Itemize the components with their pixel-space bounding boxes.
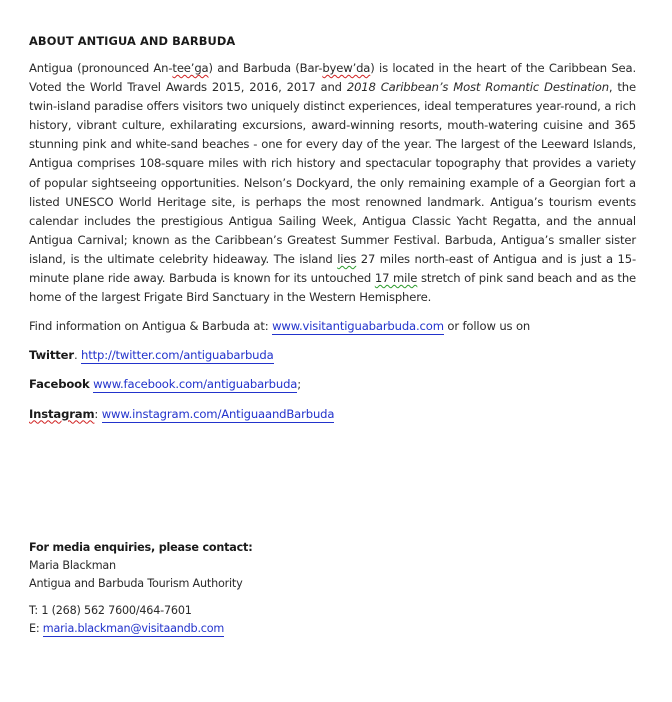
contact-organization: Antigua and Barbuda Tourism Authority	[29, 577, 243, 590]
find-info-line	[29, 317, 636, 336]
text-run: , the twin-island paradise offers visitors two uniquely distinct experiences, ideal temperatures year-round, a rich history, vibrant culture, exhilarating excursions, award-winning resorts, mouth-watering cuisine and 365 stunning pink and white-sand beaches - one for every day of the year. The largest of the Leeward Islands, Antigua comprises 108-square miles with rich history and spectacular topography that provides a variety of popular sightseeing opportunities. Nelson’s Dockyard, the only remaining example of a Georgian fort a listed UNESCO World Heritage site, is perhaps the most renowned landmark. Antigua’s tourism events calendar includes the prestigious Antigua Sailing Week, Antigua Classic Yacht Regatta, and the annual Antigua Carnival; known as the Caribbean’s Greatest Summer Festival. Barbuda, Antigua’s smaller sister island, is the ultimate celebrity hideaway. The island	[29, 80, 636, 266]
separator: :	[94, 406, 102, 421]
document-page	[29, 34, 636, 424]
email-link[interactable]: maria.blackman@visitaandb.com	[42, 622, 225, 635]
website-link[interactable]: www.visitantiguabarbuda.com	[272, 319, 444, 334]
find-info-text: Find information on Antigua & Barbuda at:	[29, 319, 273, 334]
section-heading: ABOUT ANTIGUA AND BARBUDA	[29, 34, 236, 48]
twitter-line	[29, 346, 636, 365]
contact-name: Maria Blackman	[29, 559, 116, 572]
media-contact-block	[29, 539, 252, 638]
grammar-flag-word[interactable]: 17 mile	[374, 271, 418, 286]
facebook-line	[29, 375, 636, 394]
text-run: ) is located in the heart of the Caribbean Sea. Voted the World Travel Awards 2015, 2016, 2017 and	[29, 61, 637, 95]
contact-email-line	[29, 620, 252, 638]
separator: .	[73, 348, 82, 363]
spelling-flag-word[interactable]: byew’da	[322, 61, 371, 75]
text-run: stretch of pink sand beach and as the home of the largest Frigate Bird Sanctuary in the Western Hemisphere.	[29, 271, 637, 305]
instagram-link[interactable]: www.instagram.com/AntiguaandBarbuda	[101, 406, 335, 421]
text-run: 27 miles north-east of Antigua and is just a 15-minute plane ride away. Barbuda is known for its untouched	[29, 251, 637, 286]
grammar-flag-word[interactable]: lies	[337, 251, 357, 266]
twitter-label: Twitter	[29, 348, 74, 363]
email-prefix: E:	[29, 622, 43, 635]
text-run: ) and Barbuda (Bar-	[208, 61, 323, 75]
facebook-label: Facebook	[29, 377, 90, 392]
separator: ;	[297, 377, 302, 392]
italic-award-title: 2018 Caribbean’s Most Romantic Destination	[346, 80, 609, 95]
twitter-link[interactable]: http://twitter.com/antiguabarbuda	[81, 348, 274, 363]
text-run: Antigua (pronounced An-	[29, 61, 173, 75]
contact-heading: For media enquiries, please contact:	[29, 541, 253, 554]
contact-phone: T: 1 (268) 562 7600/464-7601	[29, 604, 192, 617]
facebook-link[interactable]: www.facebook.com/antiguabarbuda	[93, 377, 298, 392]
instagram-line	[29, 405, 636, 424]
about-paragraph	[29, 59, 636, 307]
instagram-label: Instagram	[29, 406, 95, 421]
spelling-flag-word[interactable]: tee’ga	[172, 61, 209, 75]
follow-us-text: or follow us on	[443, 319, 531, 334]
spacer	[29, 593, 252, 602]
